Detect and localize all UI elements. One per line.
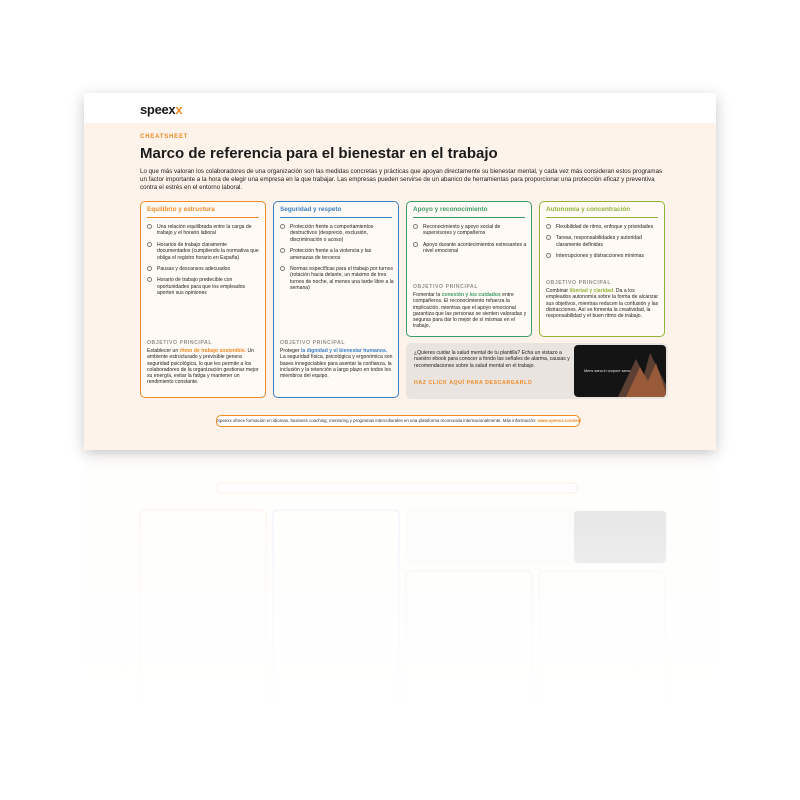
objective-text: Fomentar la conexión y los cuidados entre compañeros. El reconocimiento refuerza la implicación, mientras que el apoyo emocional garantiza que las personas se sienten valoradas y seguras para dar lo mejor de sí mismas en el trabajo. — [413, 292, 527, 330]
list-item: Protección frente a comportamientos destructivos (desprecio, exclusión, discriminación o acoso) — [280, 224, 394, 243]
page-title: Marco de referencia para el bienestar en el trabajo — [140, 145, 498, 162]
card-divider — [413, 217, 525, 218]
header-bar — [84, 93, 716, 123]
card-seguridad — [273, 201, 399, 398]
circle-check-icon — [147, 224, 152, 229]
objective-text: Establecer un ritmo de trabajo sostenible. Un ambiente estructurado y previsible genera seguridad psicológica, lo que les permite a los colaboradores de la organización gestionar mejor su energía, evitar la fatiga y mantener un rendimiento constante. — [147, 348, 259, 386]
eyebrow-label: CHEATSHEET — [140, 134, 189, 140]
card-autonomia — [539, 201, 665, 337]
list-item: Normas específicas para el trabajo por turnos (rotación hacia delante, un máximo de tres turnos de noche, al menos una tarde libre a la semana) — [280, 266, 394, 292]
reflection-shape — [84, 458, 716, 718]
objective-text: Proteger la dignidad y el bienestar humanos. La seguridad física, psicológica y ergonómica son bases innegociables para asentar la confianza, la inclusión y la retención a largo plazo en todos los miembros del equipo. — [280, 348, 393, 380]
list-item: Protección frente a la violencia y las amenazas de terceros — [280, 248, 394, 261]
list-item: Pausas y descansos adecuados — [147, 266, 261, 272]
objective-block — [413, 284, 527, 330]
ebook-cta — [406, 343, 668, 399]
list-item: Interrupciones y distracciones mínimas — [546, 253, 660, 259]
circle-check-icon — [546, 224, 551, 229]
objective-heading: OBJETIVO PRINCIPAL — [546, 280, 612, 286]
circle-check-icon — [546, 235, 551, 240]
checklist — [280, 224, 394, 297]
checklist — [546, 224, 660, 265]
download-link[interactable]: HAZ CLICK AQUÍ PARA DESCARGARLO — [414, 380, 533, 386]
circle-check-icon — [413, 242, 418, 247]
checklist — [413, 224, 527, 260]
objective-heading: OBJETIVO PRINCIPAL — [413, 284, 479, 290]
thumbnail-title: Mens sana in corpore sano: — [584, 369, 631, 373]
card-apoyo — [406, 201, 532, 337]
circle-check-icon — [280, 248, 285, 253]
circle-check-icon — [280, 224, 285, 229]
ebook-thumbnail[interactable] — [574, 345, 666, 397]
card-title: Autonomía y concentración — [546, 206, 631, 213]
objective-text: Combinar libertad y claridad. Da a los empleados autonomía sobre la forma de alcanzar sus objetivos, mientras reducen la confusión y las distracciones. Así se fomenta la creatividad, la responsabilidad y el buen ritmo de trabajo. — [546, 288, 659, 320]
footer-text: Speexx ofrece formación en idiomas, business coaching, mentoring y programas interculturales en una plataforma reconocida internacionalmente. Más información: — [217, 418, 538, 423]
objective-heading: OBJETIVO PRINCIPAL — [280, 340, 346, 346]
list-item: Horario de trabajo predecible con oportunidades para que los empleados aporten sus opiniones — [147, 277, 261, 296]
circle-check-icon — [147, 266, 152, 271]
speexx-logo: speexx — [140, 102, 183, 117]
reflection-graphic — [84, 458, 716, 718]
circle-check-icon — [413, 224, 418, 229]
objective-heading: OBJETIVO PRINCIPAL — [147, 340, 213, 346]
card-divider — [546, 217, 658, 218]
circle-check-icon — [147, 242, 152, 247]
list-item: Horarios de trabajo claramente documentados (cumpliendo la normativa que obliga el registro horario en España) — [147, 242, 261, 261]
list-item: Reconocimiento y apoyo social de supervisores y compañeros — [413, 224, 527, 237]
footer-bar — [216, 415, 580, 427]
objective-block — [147, 340, 261, 386]
list-item: Tareas, responsabilidades y autoridad claramente definidas — [546, 235, 660, 248]
list-item: Flexibilidad de ritmo, enfoque y prioridades — [546, 224, 660, 230]
cta-text: ¿Quieres cuidar la salud mental de tu plantilla? Echa un vistazo a nuestro ebook para conocer a fondo las señales de alarma, causas y recomendaciones sobre la salud mental en el trabajo. — [414, 350, 570, 369]
circle-check-icon — [147, 277, 152, 282]
objective-block — [280, 340, 394, 379]
circle-check-icon — [546, 253, 551, 258]
page-reflection — [84, 458, 716, 718]
website-link[interactable]: www.speexx.com/es/ — [537, 418, 582, 423]
reflection-fade — [0, 455, 800, 800]
intro-paragraph: Lo que más valoran los colaboradores de una organización son las medidas concretas y prácticas que apoyan directamente su bienestar mental, y cada vez más consideran estos programas un factor importante a la hora de elegir una empresa en la que trabajar. Las empresas pueden servirse de un abanico de herramientas para proporcionar una protección eficaz y preventiva contra el estrés en el entorno laboral. — [140, 168, 663, 192]
circle-check-icon — [280, 266, 285, 271]
list-item: Una relación equilibrada entre la carga de trabajo y el horario laboral — [147, 224, 261, 237]
card-equilibrio — [140, 201, 266, 398]
objective-block — [546, 280, 660, 319]
cheatsheet-page — [84, 93, 716, 450]
list-item: Apoyo durante acontecimientos estresantes a nivel emocional — [413, 242, 527, 255]
card-title: Apoyo y reconocimiento — [413, 206, 488, 213]
card-divider — [147, 217, 259, 218]
checklist — [147, 224, 261, 302]
card-title: Equilibrio y estructura — [147, 206, 215, 213]
card-divider — [280, 217, 392, 218]
card-title: Seguridad y respeto — [280, 206, 342, 213]
